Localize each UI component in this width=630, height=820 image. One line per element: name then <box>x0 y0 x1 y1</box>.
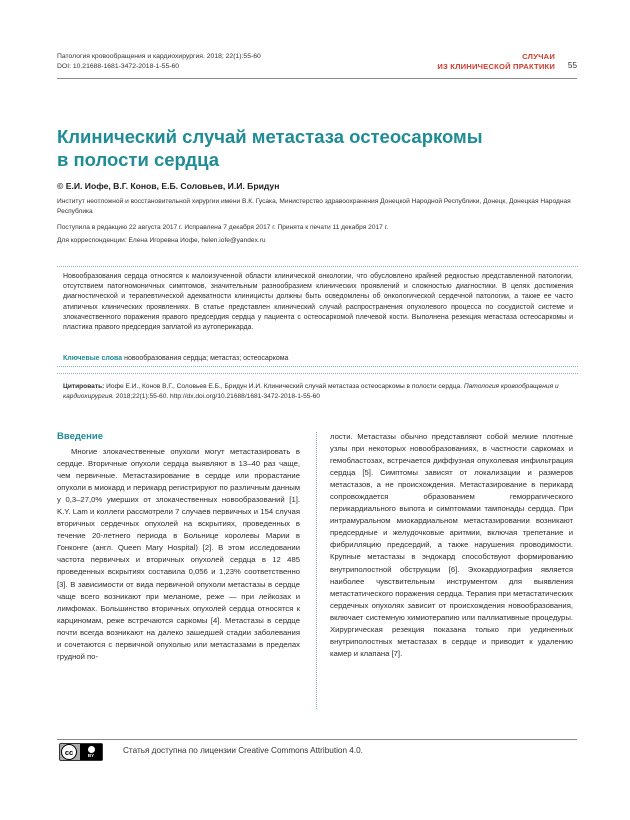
license-text: Статья доступна по лицензии Creative Commons Attribution 4.0. <box>123 746 363 755</box>
doi-line: DOI: 10.21688-1681-3472-2018-1-55-60 <box>57 62 180 70</box>
abstract-text: Новообразования сердца относятся к малоизученной области клинической онкологии, что обусловлено крайней редкостью представленной патологии, отсутствием патогномоничных симптомов, значительным разнообразием клинических проявлений и сложностью диагностики. В целях достижения диагностической и терапевтической адекватности клиницисты должны быть осведомлены об онкологической сердечной патологии, а также ее часто атипичных клинических проявлениях. В статье представлен клинический случай распространения опухолевого процесса по сосудистой системе и злокачественного поражения правого предсердия сердца у пациента с остеосаркомой плечевой кости. Выполнена резекция метастаза остеосаркомы и пластика правого предсердия заплатой из аутоперикарда. <box>63 273 573 332</box>
column-divider <box>316 432 317 709</box>
by-badge <box>80 744 102 760</box>
article-title-line1: Клинический случай метастаза остеосаркомы <box>57 126 483 147</box>
affiliation: Институт неотложной и восстановительной хирургии имени В.К. Гусака, Министерство здравоохранения Донецкой Народной Республики, Донецк, Донецкая Народная Республика <box>57 198 571 215</box>
authors: © Е.И. Иофе, В.Г. Конов, Е.Б. Соловьев, И.И. Бридун <box>57 181 280 191</box>
citation-journal: Патология кровообращения и кардиохирургия. <box>63 383 559 400</box>
cc-by-license-icon <box>59 743 103 761</box>
section-label <box>437 52 555 71</box>
journal-citation-line: Патология кровообращения и кардиохирургия. 2018; 22(1):55-60 <box>57 53 261 60</box>
page-number: 55 <box>567 61 577 70</box>
section-label-line2: ИЗ КЛИНИЧЕСКОЙ ПРАКТИКИ <box>437 61 555 71</box>
body-paragraph-right: лости. Метастазы обычно представляют собой мелкие плотные узлы при некоторых новообразованиях, в частности саркомах и гемобластозах, встречается диффузная опухолевая инфильтрация сердца [5]. Симптомы зависят от локализации и размеров метастазов, а не происхождения. Метастазирование в перикард сопровождается образованием геморрагического перикардиального выпота и симптомами тампонады сердца. При интрамуральном миокардиальном метастазировании возникают предсердные и желудочковые аритмии, включая трепетание и фибрилляцию предсердий, а также нарушения проводимости. Крупные метастазы в эндокард способствуют формированию внутриполостной обструкции [6]. Эхокардиография является наиболее чувствительным инструментом для выявления метастатического поражения сердца. Терапия при метастатических сердечных опухолях зависит от происхождения новообразования, включает системную химиотерапию или паллиативные процедуры. Хирургическая резекция показана только при уединенных внутриполостных метастазах в сердце и приводит к удалению камер и клапана [7]. <box>330 432 573 658</box>
person-icon <box>88 746 95 753</box>
citation-label: Цитировать: <box>63 383 105 390</box>
by-label: BY <box>87 752 95 758</box>
submission-dates: Поступила в редакцию 22 августа 2017 г. Исправлена 7 декабря 2017 г. Принята к печати 11 декабря 2017 г. <box>57 224 389 231</box>
keywords <box>63 354 573 363</box>
article-title-line2: в полости сердца <box>57 149 220 170</box>
keywords-label: Ключевые слова <box>63 355 123 362</box>
keywords-divider <box>57 366 578 367</box>
header-divider <box>57 78 577 79</box>
article-title <box>57 125 557 171</box>
section-label-line1: СЛУЧАИ <box>522 52 555 61</box>
abstract-box <box>57 266 578 374</box>
running-header <box>57 52 577 80</box>
citation-tail: 2018;22(1):55-60. http://dx.doi.org/10.21688/1681-3472-2018-1-55-60 <box>115 392 320 400</box>
citation-text: Иофе Е.И., Конов В.Г., Соловьев Е.Б., Бридун И.И. Клинический случай метастаза остеосаркомы в полости сердца. <box>106 383 462 390</box>
keywords-list: новообразования сердца; метастаз; остеосаркома <box>124 355 289 362</box>
body-column-right <box>330 431 573 660</box>
footer-divider <box>57 739 577 740</box>
citation-block <box>63 382 573 402</box>
body-column-left <box>57 430 300 663</box>
body-paragraph-left: Многие злокачественные опухоли могут метастазировать в сердце. Вторичные опухоли сердца выявляют в 13–40 раз чаще, чем первичные. Метастазирование в сердце или прорастание опухоли в миокард и перикард регистрируют по различным данным у 0,3–27,0% умерших от злокачественных новообразований [1]. K.Y. Lam и коллеги рассмотрели 7 случаев первичных и 154 случая вторичных сердечных опухолей на вскрытиях, проведенных в течение 20-летнего периода в Больнице королевы Марии в Гонконге (англ. Queen Mary Hospital) [2]. В этом исследовании частота первичных и вторичных опухолей сердца в 12 485 проведенных вскрытиях составила 0,056 и 1,23% соответственно [3]. В зависимости от вида первичной опухоли метастазы в сердце чаще всего возникают при меланоме, реже — при лейкозах и лимфомах. Большинство вторичных опухолей сердца относятся к карциномам, реже встречаются саркомы [4]. Метастазы в сердце почти всегда возникают на далеко зашедшей стадии заболевания и сочетаются с первичной опухолью или метастазами в пределах грудной по- <box>57 447 301 661</box>
section-heading-introduction: Введение <box>57 431 104 442</box>
correspondence: Для корреспонденции: Елена Игоревна Иофе, helen.iofe@yandex.ru <box>57 237 266 244</box>
cc-logo-icon: cc <box>61 744 77 760</box>
